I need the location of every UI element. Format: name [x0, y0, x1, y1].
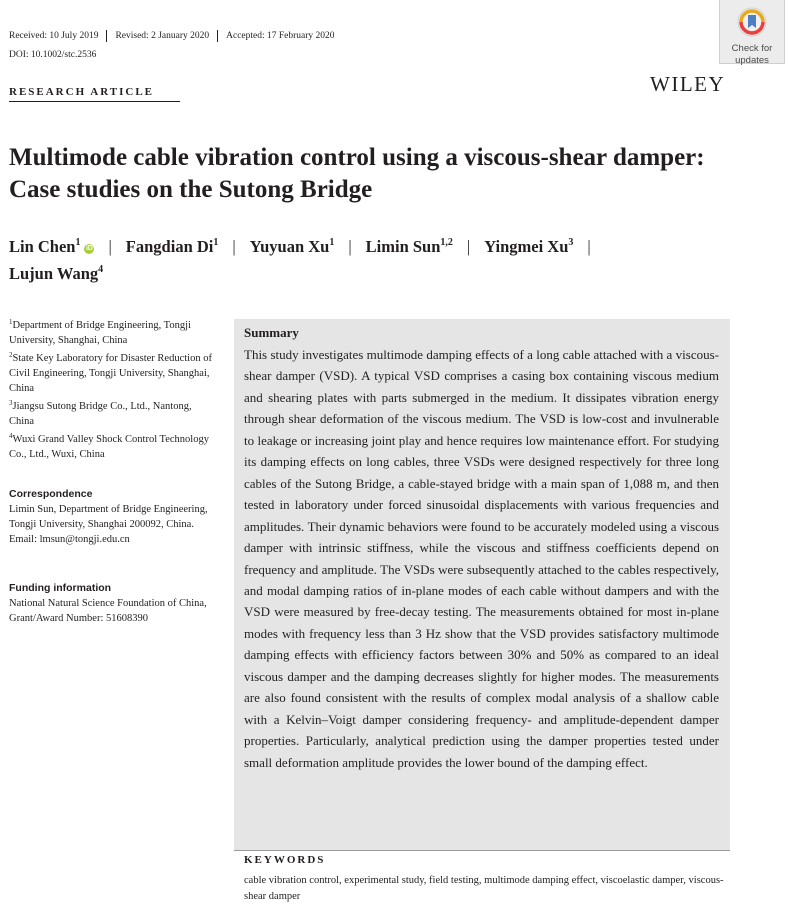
funding-heading: Funding information	[9, 582, 112, 594]
divider	[217, 30, 218, 42]
funding-text: National Natural Science Foundation of China, Grant/Award Number: 51608390	[9, 598, 207, 624]
affiliation-item: $^2$State Key Laboratory for Disaster Reduction of Civil Engineering, Tongji University, Shanghai, China	[9, 351, 212, 394]
badge-line1: Check for	[731, 43, 773, 54]
keywords-text: cable vibration control, experimental study, field testing, multimode damping effect, viscoelastic damper, viscous-shear damper	[244, 875, 724, 902]
author-name[interactable]: Fangdian Di	[125, 237, 214, 256]
doi[interactable]: DOI: 10.1002/stc.2536	[9, 50, 97, 60]
author-name[interactable]: Yuyuan Xu	[249, 237, 330, 256]
author-separator: |	[232, 237, 236, 256]
correspondence-heading: Correspondence	[9, 488, 93, 500]
keywords-heading: KEYWORDS	[244, 854, 326, 866]
crossmark-icon	[737, 7, 767, 37]
accepted-date: Accepted: 17 February 2020	[226, 31, 335, 41]
affiliation-item: $^4$Wuxi Grand Valley Shock Control Technology Co., Ltd., Wuxi, China	[9, 432, 209, 460]
author-affiliation: 1	[75, 237, 81, 248]
author-name[interactable]: Yingmei Xu	[484, 237, 569, 256]
author-name[interactable]: Lin Chen	[9, 237, 76, 256]
author-affiliation: 4	[98, 264, 104, 275]
affiliation-item: $^1$Department of Bridge Engineering, Tongji University, Shanghai, China	[9, 318, 191, 346]
divider	[106, 30, 107, 42]
affiliation-item: $^3$Jiangsu Sutong Bridge Co., Ltd., Nantong, China	[9, 399, 192, 427]
summary-text: This study investigates multimode damping effects of a long cable attached with a viscous-shear damper (VSD). A typical VSD comprises a casing box containing viscous medium and shearing plates with parts submerged in the medium. It dissipates vibration energy through shear deformation of the viscous medium. The VSD is low-cost and invulnerable to leakage or increasing joint play and hence requires low maintenance effort. For studying its damping effects on long cables, three VSDs were designed respectively for three long cables of the Sutong Bridge, a cable-stayed bridge with a main span of 1,088 m, and then tested in laboratory under forced sinusoidal displacements with various frequencies and amplitudes. Their dynamic behaviors were found to be accurately modeled using a viscous damper with intrinsic stiffness, while the viscous and stiffness coefficients depend on frequency and amplitude. The VSDs were subsequently attached to the cables respectively, and modal damping ratios of in-plane modes of each cable without dampers and with the VSD were measured by free-decay testing. The measurements obtained for most in-plane modes with frequency less than 3 Hz show that the VSD provides satisfactory multimode damping effects with efficiency factors between 30% and 50% as compared to an ideal viscous damper and the damping decreases slightly for higher modes. The measurements are also found consistent with the results of complex modal analysis of a shallow cable with a Kelvin–Voigt damper considering frequency- and amplitude-dependent damper properties. Particularly, analytical prediction using the damper properties tested under small deformation amplitude provides the lower bound of the damping effect.	[244, 347, 719, 770]
received-date: Received: 10 July 2019	[9, 31, 99, 41]
author-affiliation: 1,2	[440, 237, 453, 248]
publisher-logo: WILEY	[650, 72, 726, 96]
author-affiliation: 1	[329, 237, 335, 248]
author-name[interactable]: Lujun Wang	[9, 264, 99, 283]
check-for-updates-badge[interactable]	[719, 0, 785, 64]
badge-line2: updates	[735, 55, 769, 66]
article-title: Multimode cable vibration control using a viscous-shear damper: Case studies on the Sutong Bridge	[9, 144, 705, 203]
author-separator: |	[466, 237, 471, 256]
summary-heading: Summary	[244, 325, 299, 340]
author-affiliation: 3	[568, 237, 574, 248]
correspondence-email[interactable]: Email: lmsun@tongji.edu.cn	[9, 534, 130, 545]
author-separator: |	[108, 237, 112, 256]
author-name[interactable]: Limin Sun	[365, 237, 441, 256]
affiliations	[9, 318, 219, 462]
author-list	[9, 233, 769, 287]
article-type: RESEARCH ARTICLE	[9, 86, 155, 98]
orcid-icon[interactable]: iD	[85, 245, 93, 252]
revised-date: Revised: 2 January 2020	[115, 31, 210, 41]
keywords-divider	[234, 850, 730, 851]
author-separator: |	[348, 237, 352, 256]
article-dates	[9, 30, 335, 42]
funding-information	[9, 581, 219, 626]
article-type-underline	[9, 101, 180, 102]
correspondence	[9, 487, 219, 547]
correspondence-text: Limin Sun, Department of Bridge Engineering, Tongji University, Shanghai 200092, China.	[9, 504, 208, 530]
author-affiliation: 1	[213, 237, 219, 248]
author-separator: |	[587, 237, 591, 256]
